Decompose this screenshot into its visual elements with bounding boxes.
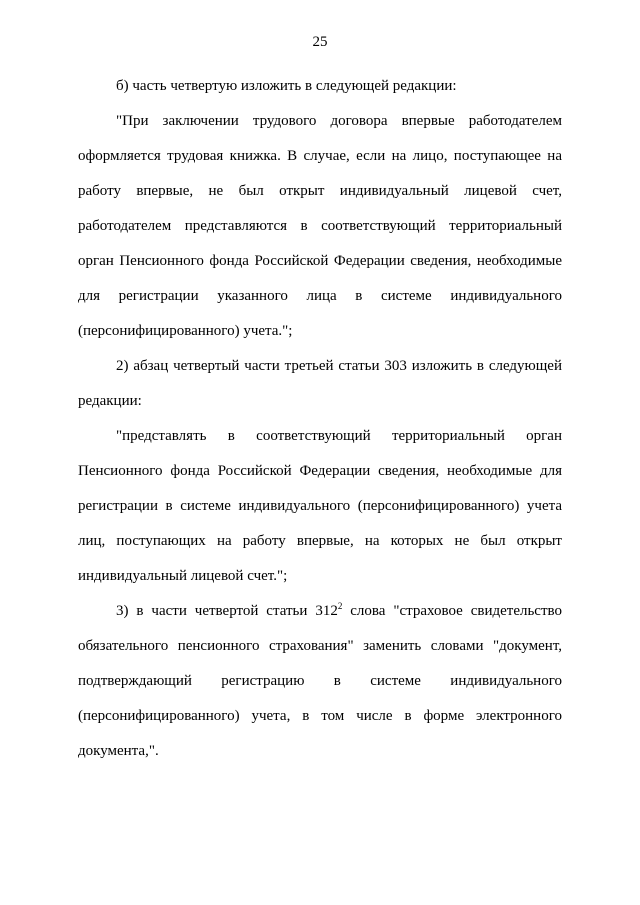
paragraph-labor-book-quote: "При заключении трудового договора впервые работодателем оформляется трудовая книжка. В случае, если на лицо, поступающее на работу впервые, не был открыт индивидуальный лицевой счет, работодателем представляются в соответствующий территориальный орган Пенсионного фонда Российской Федерации сведения, необходимые для регистрации указанного лица в системе индивидуального (персонифицированного) учета."; — [78, 113, 562, 339]
article-superscript: 2 — [337, 601, 343, 611]
document-body — [78, 69, 562, 769]
paragraph-item-3 — [78, 594, 562, 769]
paragraph-item-3-start: 3) в части четвертой статьи 312 — [116, 603, 338, 619]
paragraph-b-part-four: б) часть четвертую изложить в следующей редакции: — [116, 78, 457, 94]
paragraph-represent-quote: "представлять в соответствующий территориальный орган Пенсионного фонда Российской Федерации сведения, необходимые для регистрации в системе индивидуального (персонифицированного) учета лиц, поступающих на работу впервые, на которых не был открыт индивидуальный лицевой счет."; — [78, 428, 562, 584]
paragraph-item-2: 2) абзац четвертый части третьей статьи 303 изложить в следующей редакции: — [78, 358, 562, 409]
page-number: 25 — [312, 34, 328, 50]
paragraph-item-3-end: слова "страховое свидетельство обязательного пенсионного страхования" заменить словами "документ, подтверждающий регистрацию в системе индивидуального (персонифицированного) учета, в том числе в форме электронного документа,". — [78, 603, 562, 759]
